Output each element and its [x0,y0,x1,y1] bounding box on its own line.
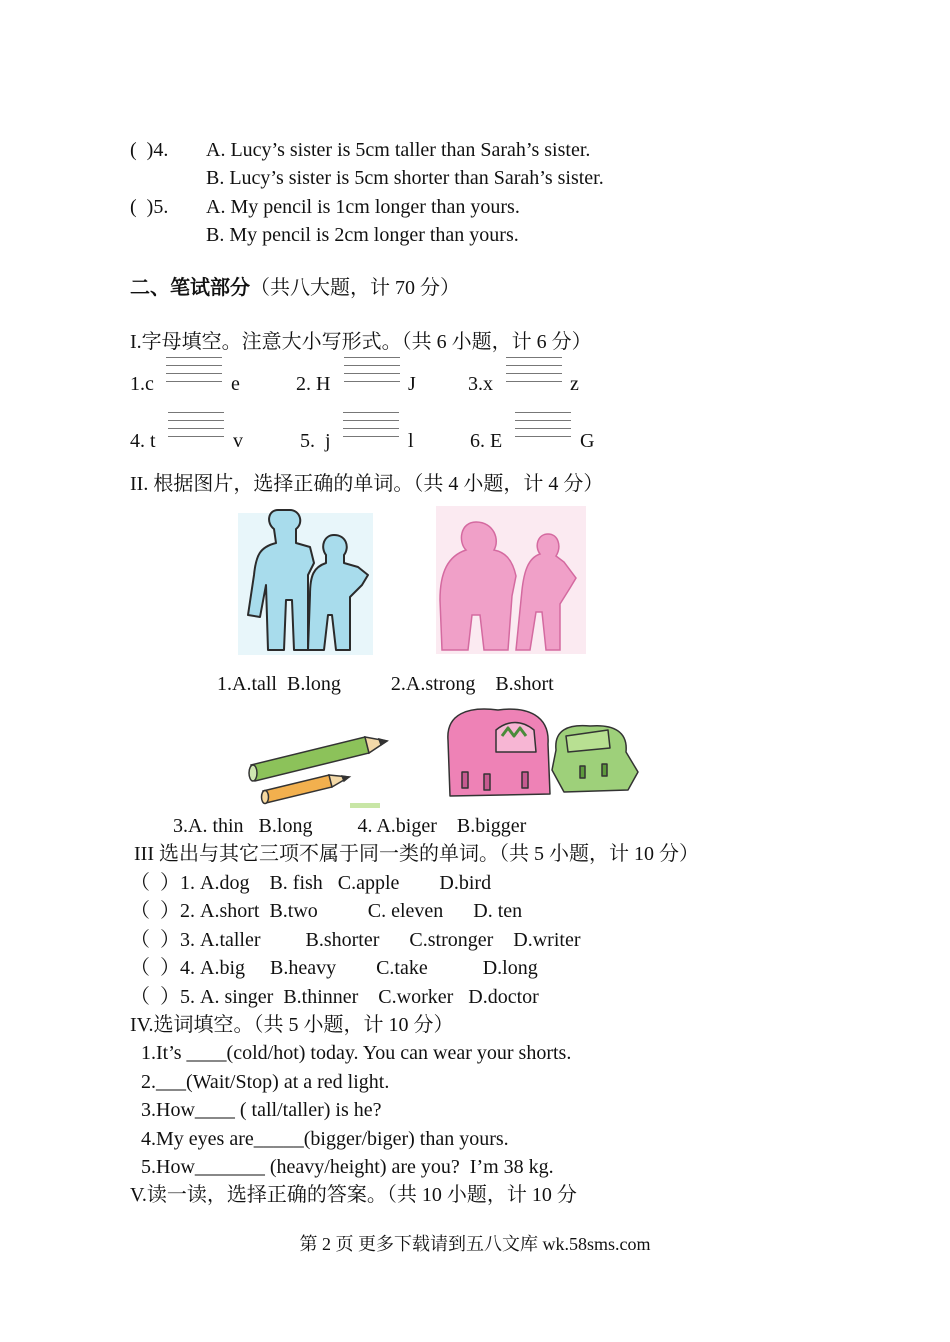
four-line-writing-lines [515,412,571,444]
letter-item-end: J [408,373,416,395]
part5-title: V.读一读，选择正确的答案。（共 10 小题，计 10 分 [130,1184,577,1206]
letter-item-num: 4. t [130,430,156,452]
page-footer: 第 2 页 更多下载请到五八文库 wk.58sms.com [299,1234,651,1254]
school-bags-picture [438,700,648,805]
letter-item-end: l [408,430,414,452]
letter-item-num: 2. H [296,373,331,395]
letter-item-end: z [570,373,579,395]
letter-item-num: 6. E [470,430,503,452]
part2-options-row1: 1.A.tall B.long 2.A.strong B.short [217,673,554,695]
q5-prefix: ( )5. [130,196,169,218]
four-line-writing-lines [166,357,222,389]
part4-title: IV.选词填空。（共 5 小题，计 10 分） [130,1014,454,1036]
four-line-writing-lines [168,412,224,444]
letter-item-num: 5. j [300,430,331,452]
part4-item: 1.It’s ____(cold/hot) today. You can wear your shorts. [136,1042,572,1064]
written-section-title: 二、笔试部分 [130,277,250,299]
pencils-picture [245,725,390,810]
part3-item: （ ）5. A. singer B.thinner C.worker D.doctor [130,986,539,1008]
four-line-writing-lines [343,412,399,444]
written-section-heading [130,276,460,300]
part4-item: 3.How____ ( tall/taller) is he? [136,1099,382,1121]
letter-item-num: 3.x [468,373,493,395]
letter-item-end: G [580,430,595,452]
part3-title: III 选出与其它三项不属于同一类的单词。（共 5 小题，计 10 分） [134,843,699,865]
tall-short-people-picture [238,505,373,655]
part2-title: II. 根据图片，选择正确的单词。（共 4 小题，计 4 分） [130,473,604,495]
q4-prefix: ( )4. [130,139,169,161]
q5-option-a: A. My pencil is 1cm longer than yours. [206,196,520,218]
part3-item: （ ）4. A.big B.heavy C.take D.long [130,957,538,979]
part3-item: （ ）1. A.dog B. fish C.apple D.bird [130,872,492,894]
part3-item: （ ）2. A.short B.two C. eleven D. ten [130,900,523,922]
letter-item-num: 1.c [130,373,154,395]
part3-item: （ ）3. A.taller B.shorter C.stronger D.writer [130,929,581,951]
strong-short-people-picture [436,500,586,658]
q5-option-b: B. My pencil is 2cm longer than yours. [206,224,519,246]
part4-item: 5.How_______ (heavy/height) are you? I’m 38 kg. [136,1156,554,1178]
letter-item-end: e [231,373,240,395]
q4-option-a: A. Lucy’s sister is 5cm taller than Sarah’s sister. [206,139,591,161]
four-line-writing-lines [344,357,400,389]
part2-options-row2: 3.A. thin B.long 4. A.biger B.bigger [173,815,527,837]
q4-option-b: B. Lucy’s sister is 5cm shorter than Sarah’s sister. [206,167,604,189]
written-section-note: （共八大题，计 70 分） [250,277,460,299]
part4-item: 2.___(Wait/Stop) at a red light. [136,1071,390,1093]
letter-item-end: v [233,430,243,452]
part1-title: I.字母填空。注意大小写形式。（共 6 小题，计 6 分） [130,331,592,353]
four-line-writing-lines [506,357,562,389]
part4-item: 4.My eyes are_____(bigger/biger) than yours. [136,1128,509,1150]
